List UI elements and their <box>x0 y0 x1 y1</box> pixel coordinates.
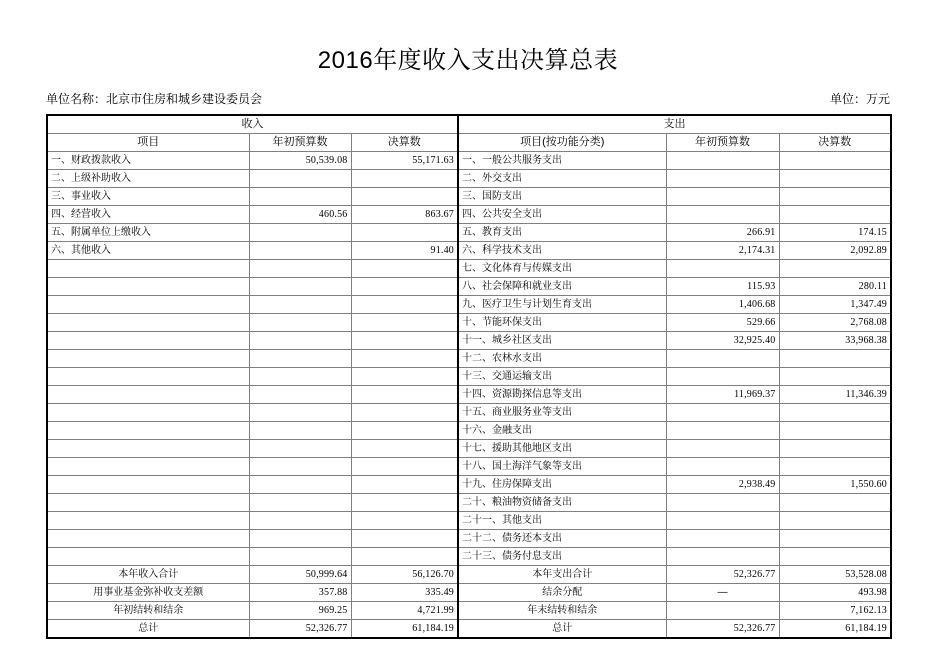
col-header-income-item: 项目 <box>47 134 249 152</box>
expenditure-item-cell: 二十二、债务还本支出 <box>458 530 666 548</box>
income-item-cell <box>47 386 249 404</box>
summary-income-final: 56,126.70 <box>351 566 458 584</box>
summary-income-budget: 969.25 <box>249 602 351 620</box>
expenditure-final-cell: 2,768.08 <box>779 314 891 332</box>
expenditure-budget-cell: 2,174.31 <box>666 242 779 260</box>
expenditure-item-cell: 十、节能环保支出 <box>458 314 666 332</box>
income-budget-cell <box>249 278 351 296</box>
summary-row <box>47 602 891 620</box>
table-row <box>47 422 891 440</box>
income-item-cell <box>47 458 249 476</box>
summary-row <box>47 566 891 584</box>
summary-expenditure-label: 本年支出合计 <box>458 566 666 584</box>
expenditure-item-cell: 八、社会保障和就业支出 <box>458 278 666 296</box>
income-final-cell <box>351 476 458 494</box>
expenditure-final-cell: 1,550.60 <box>779 476 891 494</box>
expenditure-item-cell: 二十、粮油物资储备支出 <box>458 494 666 512</box>
col-header-exp-final: 决算数 <box>779 134 891 152</box>
income-final-cell <box>351 296 458 314</box>
table-row <box>47 152 891 170</box>
income-final-cell <box>351 350 458 368</box>
income-item-cell <box>47 512 249 530</box>
summary-income-budget: 357.88 <box>249 584 351 602</box>
summary-expenditure-label: 总计 <box>458 620 666 639</box>
summary-expenditure-final: 53,528.08 <box>779 566 891 584</box>
table-row <box>47 368 891 386</box>
summary-expenditure-final: 7,162.13 <box>779 602 891 620</box>
expenditure-final-cell <box>779 512 891 530</box>
expenditure-item-cell: 一、一般公共服务支出 <box>458 152 666 170</box>
income-item-cell: 二、上级补助收入 <box>47 170 249 188</box>
group-header-income: 收入 <box>47 115 458 134</box>
income-budget-cell <box>249 242 351 260</box>
income-budget-cell <box>249 494 351 512</box>
expenditure-final-cell: 174.15 <box>779 224 891 242</box>
expenditure-item-cell: 四、公共安全支出 <box>458 206 666 224</box>
expenditure-item-cell: 十六、金融支出 <box>458 422 666 440</box>
expenditure-final-cell: 280.11 <box>779 278 891 296</box>
expenditure-final-cell <box>779 440 891 458</box>
table-row <box>47 188 891 206</box>
summary-row <box>47 584 891 602</box>
income-final-cell <box>351 548 458 566</box>
income-final-cell <box>351 368 458 386</box>
expenditure-budget-cell <box>666 530 779 548</box>
expenditure-item-cell: 九、医疗卫生与计划生育支出 <box>458 296 666 314</box>
expenditure-final-cell <box>779 422 891 440</box>
income-final-cell <box>351 170 458 188</box>
table-row <box>47 296 891 314</box>
expenditure-item-cell: 七、文化体育与传媒支出 <box>458 260 666 278</box>
income-final-cell <box>351 260 458 278</box>
income-budget-cell <box>249 368 351 386</box>
expenditure-final-cell <box>779 350 891 368</box>
income-final-cell <box>351 314 458 332</box>
expenditure-budget-cell: 266.91 <box>666 224 779 242</box>
expenditure-budget-cell: 11,969.37 <box>666 386 779 404</box>
expenditure-item-cell: 十二、农林水支出 <box>458 350 666 368</box>
income-budget-cell <box>249 386 351 404</box>
income-budget-cell <box>249 224 351 242</box>
expenditure-final-cell <box>779 260 891 278</box>
expenditure-budget-cell: 529.66 <box>666 314 779 332</box>
table-row <box>47 458 891 476</box>
expenditure-final-cell: 11,346.39 <box>779 386 891 404</box>
income-final-cell <box>351 332 458 350</box>
summary-expenditure-label: 结余分配 <box>458 584 666 602</box>
expenditure-budget-cell <box>666 170 779 188</box>
table-row <box>47 314 891 332</box>
summary-expenditure-budget: 52,326.77 <box>666 566 779 584</box>
table-row <box>47 494 891 512</box>
income-budget-cell <box>249 350 351 368</box>
income-final-cell <box>351 188 458 206</box>
income-item-cell <box>47 368 249 386</box>
income-item-cell <box>47 440 249 458</box>
income-budget-cell: 50,539.08 <box>249 152 351 170</box>
expenditure-item-cell: 二十一、其他支出 <box>458 512 666 530</box>
expenditure-final-cell: 2,092.89 <box>779 242 891 260</box>
table-row <box>47 260 891 278</box>
expenditure-final-cell <box>779 170 891 188</box>
expenditure-budget-cell: 2,938.49 <box>666 476 779 494</box>
income-final-cell: 863.67 <box>351 206 458 224</box>
expenditure-final-cell <box>779 548 891 566</box>
income-final-cell <box>351 530 458 548</box>
expenditure-final-cell <box>779 188 891 206</box>
summary-income-label: 年初结转和结余 <box>47 602 249 620</box>
income-item-cell: 五、附属单位上缴收入 <box>47 224 249 242</box>
table-row <box>47 350 891 368</box>
income-item-cell <box>47 530 249 548</box>
table-body <box>47 152 891 639</box>
expenditure-budget-cell <box>666 458 779 476</box>
income-budget-cell: 460.56 <box>249 206 351 224</box>
income-budget-cell <box>249 458 351 476</box>
expenditure-item-cell: 二十三、债务付息支出 <box>458 548 666 566</box>
financial-summary-table <box>46 114 892 639</box>
currency-unit-label: 单位：万元 <box>829 92 890 106</box>
income-budget-cell <box>249 530 351 548</box>
income-budget-cell <box>249 440 351 458</box>
expenditure-item-cell: 十九、住房保障支出 <box>458 476 666 494</box>
expenditure-item-cell: 五、教育支出 <box>458 224 666 242</box>
income-item-cell <box>47 314 249 332</box>
table-row <box>47 206 891 224</box>
table-row <box>47 170 891 188</box>
summary-income-final: 335.49 <box>351 584 458 602</box>
income-item-cell <box>47 350 249 368</box>
expenditure-final-cell <box>779 206 891 224</box>
summary-income-label: 本年收入合计 <box>47 566 249 584</box>
income-budget-cell <box>249 296 351 314</box>
table-row <box>47 224 891 242</box>
summary-expenditure-budget <box>666 602 779 620</box>
income-final-cell <box>351 422 458 440</box>
expenditure-budget-cell <box>666 260 779 278</box>
table-row <box>47 278 891 296</box>
col-header-exp-budget: 年初预算数 <box>666 134 779 152</box>
summary-expenditure-label: 年末结转和结余 <box>458 602 666 620</box>
expenditure-budget-cell <box>666 188 779 206</box>
expenditure-item-cell: 十三、交通运输支出 <box>458 368 666 386</box>
income-item-cell <box>47 260 249 278</box>
income-budget-cell <box>249 314 351 332</box>
summary-income-budget: 52,326.77 <box>249 620 351 639</box>
expenditure-final-cell <box>779 458 891 476</box>
income-item-cell <box>47 278 249 296</box>
expenditure-final-cell: 33,968.38 <box>779 332 891 350</box>
income-item-cell <box>47 404 249 422</box>
expenditure-budget-cell: 1,406.68 <box>666 296 779 314</box>
expenditure-budget-cell <box>666 494 779 512</box>
column-header-row <box>47 134 891 152</box>
summary-income-budget: 50,999.64 <box>249 566 351 584</box>
income-final-cell <box>351 494 458 512</box>
expenditure-item-cell: 六、科学技术支出 <box>458 242 666 260</box>
table-row <box>47 386 891 404</box>
summary-income-final: 61,184.19 <box>351 620 458 639</box>
summary-income-final: 4,721.99 <box>351 602 458 620</box>
expenditure-budget-cell: 32,925.40 <box>666 332 779 350</box>
income-item-cell: 六、其他收入 <box>47 242 249 260</box>
summary-expenditure-final: 61,184.19 <box>779 620 891 639</box>
income-budget-cell <box>249 170 351 188</box>
summary-row <box>47 620 891 639</box>
summary-expenditure-budget: 52,326.77 <box>666 620 779 639</box>
expenditure-item-cell: 十一、城乡社区支出 <box>458 332 666 350</box>
table-header <box>47 115 891 152</box>
summary-income-label: 用事业基金弥补收支差额 <box>47 584 249 602</box>
expenditure-final-cell: 1,347.49 <box>779 296 891 314</box>
income-final-cell <box>351 440 458 458</box>
expenditure-budget-cell <box>666 422 779 440</box>
income-final-cell <box>351 458 458 476</box>
expenditure-item-cell: 十八、国土海洋气象等支出 <box>458 458 666 476</box>
table-row <box>47 530 891 548</box>
summary-expenditure-final: 493.98 <box>779 584 891 602</box>
document-meta <box>46 90 890 108</box>
expenditure-final-cell <box>779 152 891 170</box>
expenditure-budget-cell <box>666 206 779 224</box>
income-budget-cell <box>249 404 351 422</box>
expenditure-budget-cell <box>666 152 779 170</box>
expenditure-budget-cell <box>666 350 779 368</box>
income-budget-cell <box>249 476 351 494</box>
expenditure-final-cell <box>779 404 891 422</box>
group-header-row <box>47 115 891 134</box>
income-item-cell: 四、经营收入 <box>47 206 249 224</box>
income-budget-cell <box>249 332 351 350</box>
page-title: 2016年度收入支出决算总表 <box>317 47 619 74</box>
col-header-exp-item: 项目(按功能分类) <box>458 134 666 152</box>
income-final-cell <box>351 512 458 530</box>
income-final-cell: 55,171.63 <box>351 152 458 170</box>
income-budget-cell <box>249 188 351 206</box>
income-item-cell <box>47 476 249 494</box>
expenditure-budget-cell <box>666 440 779 458</box>
income-final-cell <box>351 404 458 422</box>
income-budget-cell <box>249 548 351 566</box>
expenditure-budget-cell: 115.93 <box>666 278 779 296</box>
income-item-cell: 三、事业收入 <box>47 188 249 206</box>
col-header-income-final: 决算数 <box>351 134 458 152</box>
expenditure-item-cell: 十七、援助其他地区支出 <box>458 440 666 458</box>
expenditure-final-cell <box>779 368 891 386</box>
expenditure-budget-cell <box>666 512 779 530</box>
expenditure-budget-cell <box>666 548 779 566</box>
table-row <box>47 548 891 566</box>
expenditure-item-cell: 十五、商业服务业等支出 <box>458 404 666 422</box>
expenditure-budget-cell <box>666 368 779 386</box>
expenditure-item-cell: 二、外交支出 <box>458 170 666 188</box>
income-budget-cell <box>249 422 351 440</box>
income-item-cell: 一、财政拨款收入 <box>47 152 249 170</box>
summary-income-label: 总计 <box>47 620 249 639</box>
expenditure-budget-cell <box>666 404 779 422</box>
table-row <box>47 242 891 260</box>
income-item-cell <box>47 494 249 512</box>
income-item-cell <box>47 332 249 350</box>
table-row <box>47 476 891 494</box>
income-final-cell <box>351 224 458 242</box>
table-row <box>47 512 891 530</box>
income-final-cell <box>351 278 458 296</box>
table-row <box>47 404 891 422</box>
income-item-cell <box>47 296 249 314</box>
summary-expenditure-budget: — <box>666 584 779 602</box>
col-header-income-budget: 年初预算数 <box>249 134 351 152</box>
income-budget-cell <box>249 260 351 278</box>
expenditure-final-cell <box>779 530 891 548</box>
expenditure-item-cell: 三、国防支出 <box>458 188 666 206</box>
table-row <box>47 440 891 458</box>
income-final-cell: 91.40 <box>351 242 458 260</box>
income-final-cell <box>351 386 458 404</box>
table-row <box>47 332 891 350</box>
expenditure-final-cell <box>779 494 891 512</box>
unit-name-label: 单位名称：北京市住房和城乡建设委员会 <box>46 92 263 106</box>
income-budget-cell <box>249 512 351 530</box>
income-item-cell <box>47 548 249 566</box>
income-item-cell <box>47 422 249 440</box>
expenditure-item-cell: 十四、资源勘探信息等支出 <box>458 386 666 404</box>
group-header-expenditure: 支出 <box>458 115 891 134</box>
